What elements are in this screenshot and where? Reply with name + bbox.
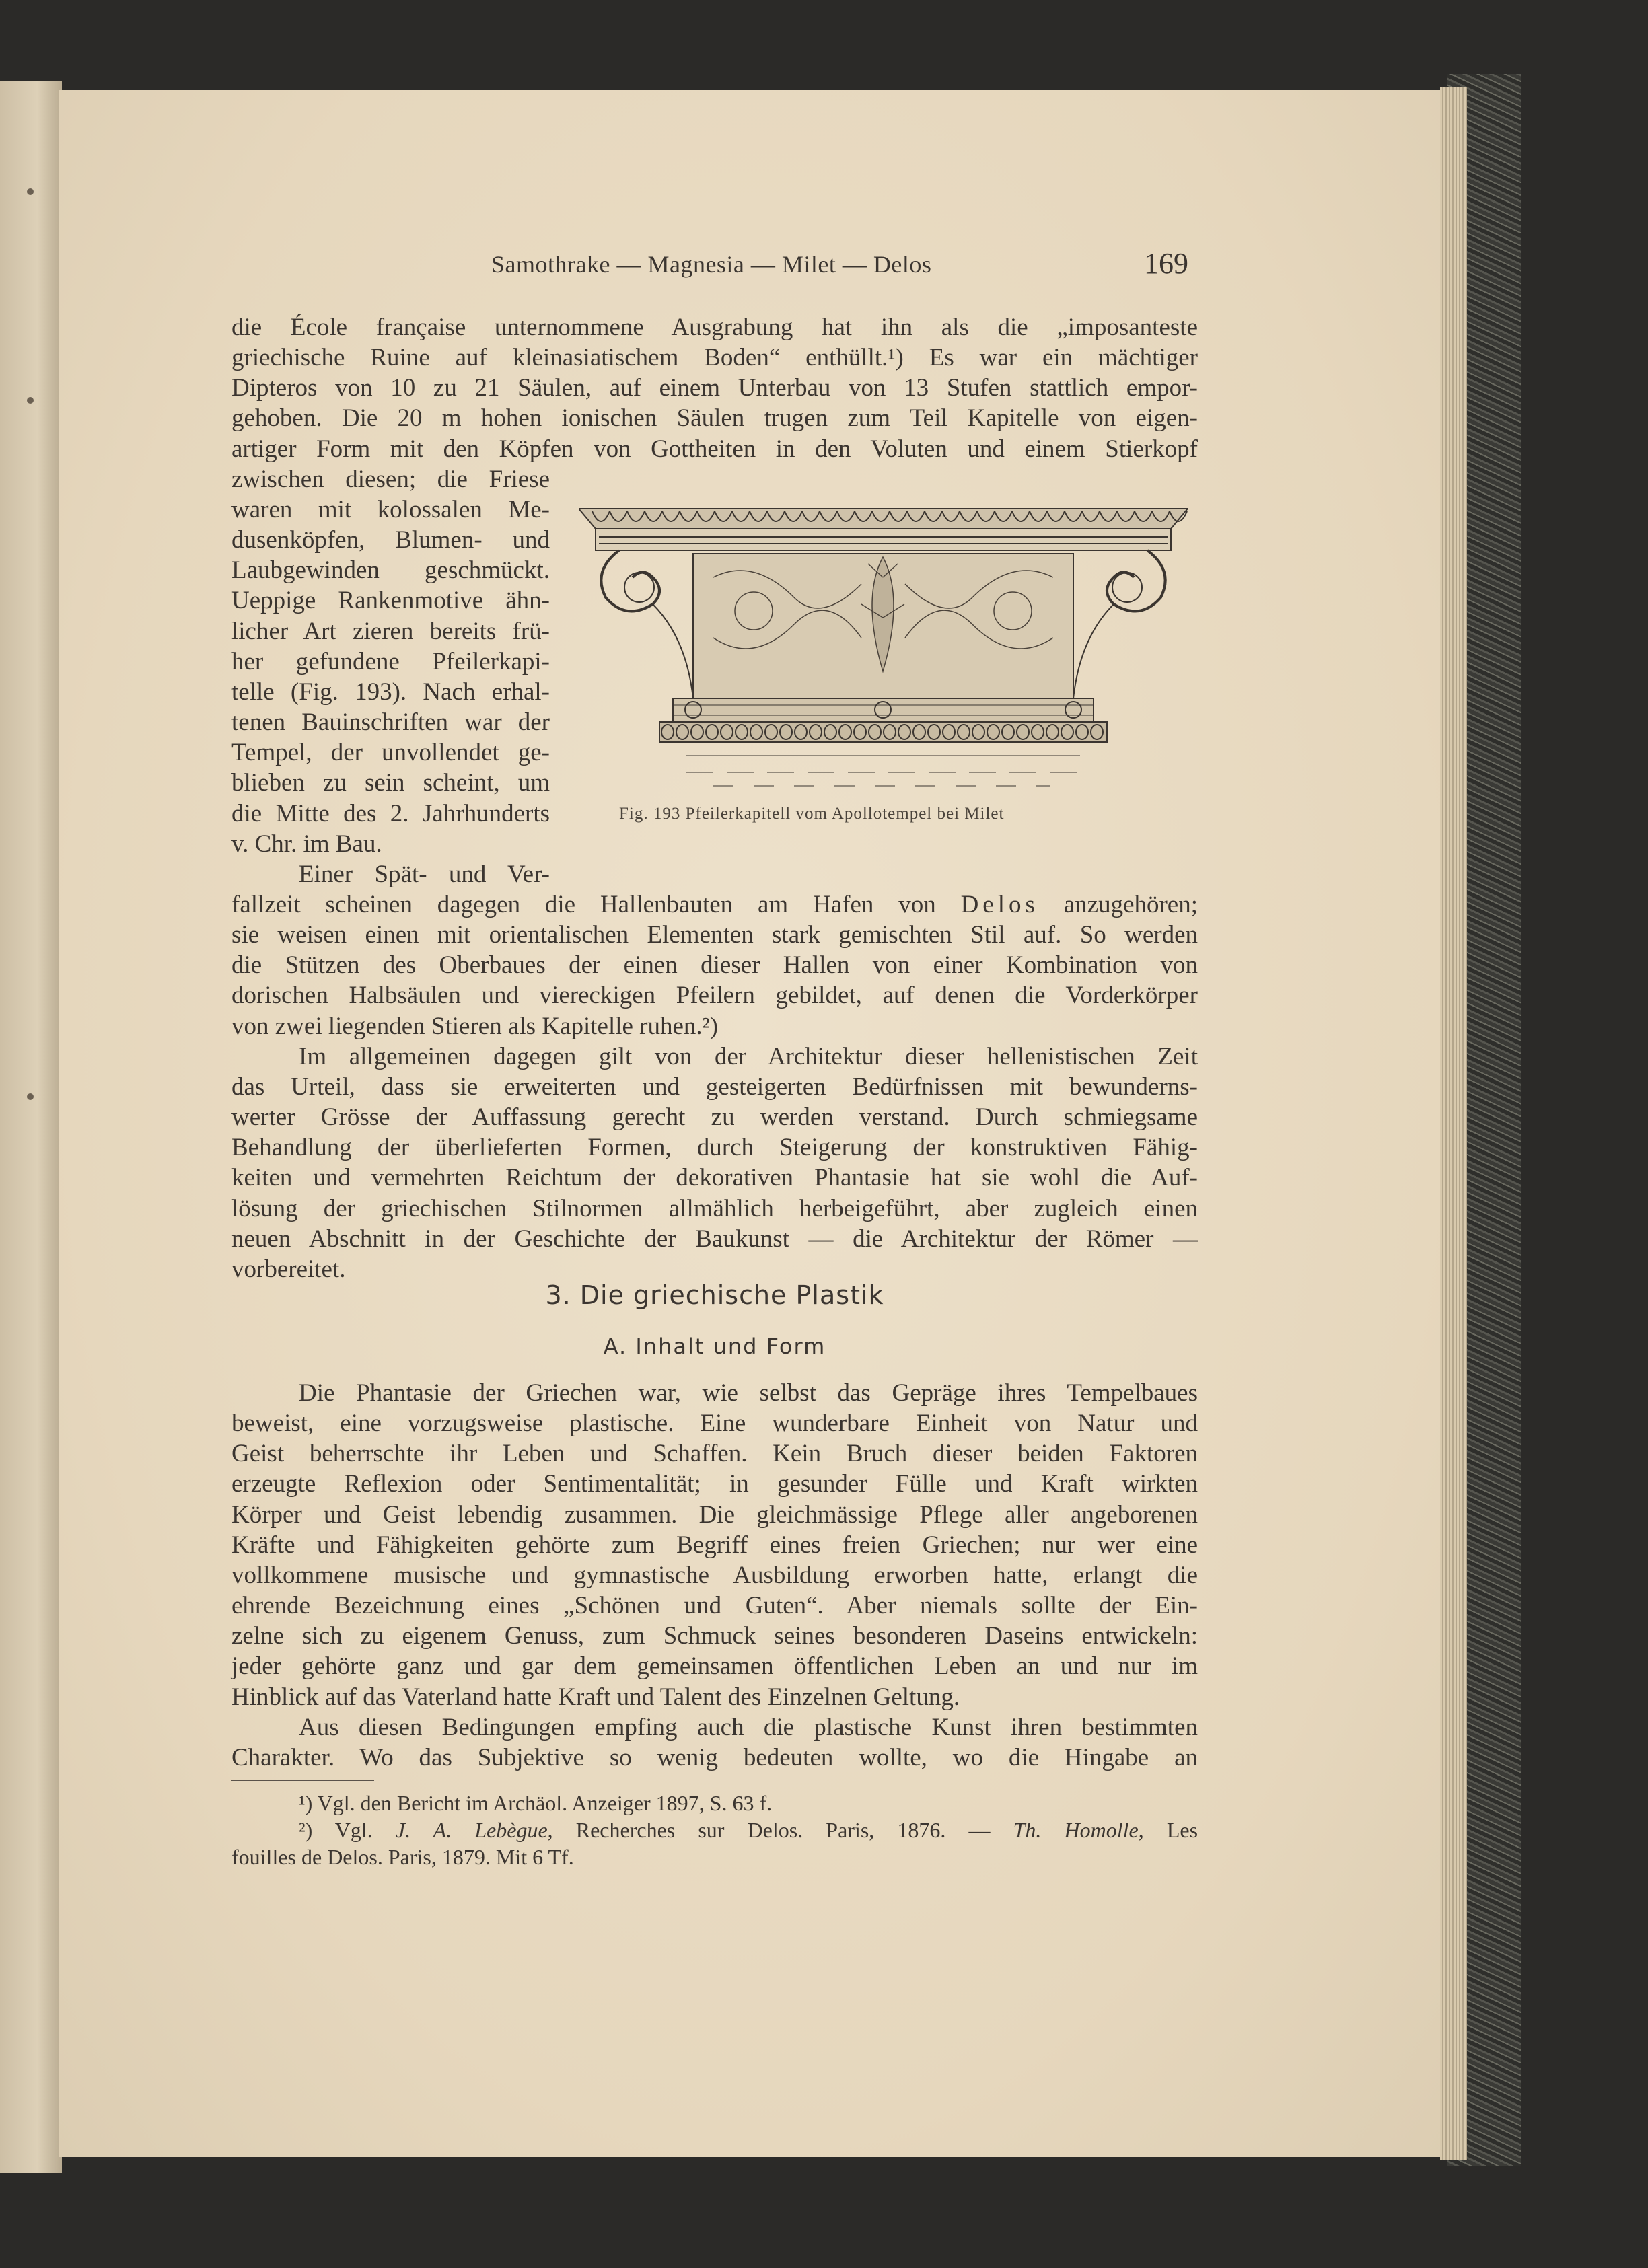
footnote-author: Th. Homolle: [1013, 1818, 1139, 1842]
binding-hole: [27, 1093, 34, 1100]
text-line: die Stützen des Oberbaues der einen dieser Hallen von einer Kombination von: [231, 951, 1198, 980]
binding-hole: [27, 188, 34, 195]
text-line: tenen Bauinschriften war der: [231, 708, 550, 737]
spaced-place-name: Delos: [960, 890, 1039, 918]
page-stack-edge: [1440, 87, 1467, 2160]
text-line: neuen Abschnitt in der Geschichte der Baukunst — die Architektur der Römer —: [231, 1224, 1198, 1253]
figure-pilaster-capital: [579, 503, 1188, 793]
text-line: Tempel, der unvollendet ge-: [231, 739, 550, 767]
text-fragment: anzugehören;: [1063, 890, 1198, 918]
footnote-text: ²) Vgl.: [299, 1818, 396, 1842]
text-line: griechische Ruine auf kleinasiatischem Boden“ enthüllt.¹) Es war ein mächtiger: [231, 344, 1198, 372]
text-line: Ueppige Rankenmotive ähn-: [231, 587, 550, 615]
text-line: dusenköpfen, Blumen- und: [231, 526, 550, 554]
text-line: keiten und vermehrten Reichtum der dekorativen Phantasie hat sie wohl die Auf-: [231, 1164, 1198, 1192]
text-line: Hinblick auf das Vaterland hatte Kraft und Talent des Einzelnen Geltung.: [231, 1683, 960, 1711]
text-line: Dipteros von 10 zu 21 Säulen, auf einem Unterbau von 13 Stufen stattlich empor-: [231, 374, 1198, 402]
text-line: beweist, eine vorzugsweise plastische. Eine wunderbare Einheit von Natur und: [231, 1410, 1198, 1438]
text-line: erzeugte Reflexion oder Sentimentalität; in gesunder Fülle und Kraft wirkten: [231, 1470, 1198, 1498]
text-line: Charakter. Wo das Subjektive so wenig bedeuten wollte, wo die Hingabe an: [231, 1743, 1198, 1771]
text-line: Laubgewinden geschmückt.: [231, 556, 550, 585]
page-number: 169: [1144, 247, 1188, 280]
footnote-rule: [231, 1780, 374, 1781]
text-line: waren mit kolossalen Me-: [231, 495, 550, 523]
footnote-1: ¹) Vgl. den Bericht im Archäol. Anzeiger 1897, S. 63 f.: [299, 1791, 773, 1815]
facing-page-edge: [0, 81, 62, 2173]
text-line: [231, 889, 1198, 920]
text-line: dorischen Halbsäulen und viereckigen Pfeilern gebildet, auf denen die Vorderkörper: [231, 982, 1198, 1010]
footnotes: [231, 1790, 1198, 1870]
text-line: ehrende Bezeichnung eines „Schönen und Guten“. Aber niemals sollte der Ein-: [231, 1592, 1198, 1620]
text-line: her gefundene Pfeilerkapi-: [231, 647, 550, 675]
text-line: Einer Spät- und Ver-: [299, 860, 550, 888]
text-line: Im allgemeinen dagegen gilt von der Architektur dieser hellenistischen Zeit: [299, 1042, 1198, 1070]
figure-caption: Fig. 193 Pfeilerkapitell vom Apollotempel bei Milet: [619, 805, 1005, 823]
text-line: Die Phantasie der Griechen war, wie selbst das Gepräge ihres Tempelbaues: [299, 1379, 1198, 1407]
text-line: artiger Form mit den Köpfen von Gottheiten in den Voluten und einem Stierkopf: [231, 435, 1198, 463]
text-line: lösung der griechischen Stilnormen allmählich herbeigeführt, aber zugleich einen: [231, 1194, 1198, 1222]
text-line: sie weisen einen mit orientalischen Elementen stark gemischten Stil auf. So werden: [231, 921, 1198, 949]
text-line: zelne sich zu eigenem Genuss, zum Schmuck seines besonderen Daseins entwickeln:: [231, 1622, 1198, 1650]
text-line: von zwei liegenden Stieren als Kapitelle ruhen.²): [231, 1012, 719, 1040]
text-line: blieben zu sein scheint, um: [231, 769, 550, 797]
section-heading: 3. Die griechische Plastik: [545, 1280, 884, 1310]
footnote-2: [231, 1817, 1198, 1843]
footnote-text: , Les: [1138, 1818, 1198, 1842]
text-line: gehoben. Die 20 m hohen ionischen Säulen trugen zum Teil Kapitelle von eigen-: [231, 404, 1198, 433]
text-line: Kräfte und Fähigkeiten gehörte zum Begriff eines freien Griechen; nur wer eine: [231, 1531, 1198, 1559]
text-line: vollkommene musische und gymnastische Ausbildung erworben hatte, erlangt die: [231, 1561, 1198, 1589]
text-line: Aus diesen Bedingungen empfing auch die plastische Kunst ihren bestimmten: [299, 1713, 1198, 1741]
text-line: werter Grösse der Auffassung gerecht zu werden verstand. Durch schmiegsame: [231, 1103, 1198, 1132]
binding-hole: [27, 397, 34, 404]
footnote-2-continued: fouilles de Delos. Paris, 1879. Mit 6 Tf.: [231, 1845, 574, 1869]
body-text-bottom: [231, 1378, 1198, 1773]
footnote-text: , Recherches sur Delos. Paris, 1876. —: [547, 1818, 1013, 1842]
running-title: Samothrake — Magnesia — Milet — Delos: [491, 251, 932, 278]
text-line: v. Chr. im Bau.: [231, 830, 382, 858]
text-line: das Urteil, dass sie erweiterten und gesteigerten Bedürfnissen mit bewunderns-: [231, 1072, 1198, 1101]
footnote-author: J. A. Lebègue: [395, 1818, 548, 1842]
text-line: Körper und Geist lebendig zusammen. Die gleichmässige Pflege aller angeborenen: [231, 1500, 1198, 1529]
text-line: licher Art zieren bereits frü-: [231, 617, 550, 645]
text-line: zwischen diesen; die Friese: [231, 465, 550, 493]
text-line: vorbereitet.: [231, 1255, 346, 1283]
text-line: Geist beherrschte ihr Leben und Schaffen. Kein Bruch dieser beiden Faktoren: [231, 1440, 1198, 1468]
body-text-top: [231, 312, 1198, 1284]
text-line: jeder gehörte ganz und gar dem gemeinsamen öffentlichen Leben an und nur im: [231, 1652, 1198, 1681]
text-line: Behandlung der überlieferten Formen, durch Steigerung der konstruktiven Fähig-: [231, 1134, 1198, 1162]
text-line: die Mitte des 2. Jahrhunderts: [231, 799, 550, 828]
text-line: telle (Fig. 193). Nach erhal-: [231, 678, 550, 706]
text-line: die École française unternommene Ausgrabung hat ihn als die „imposanteste: [231, 314, 1198, 341]
section-subheading: A. Inhalt und Form: [603, 1333, 826, 1359]
text-fragment: fallzeit scheinen dagegen die Hallenbauten am Hafen von: [231, 890, 936, 918]
